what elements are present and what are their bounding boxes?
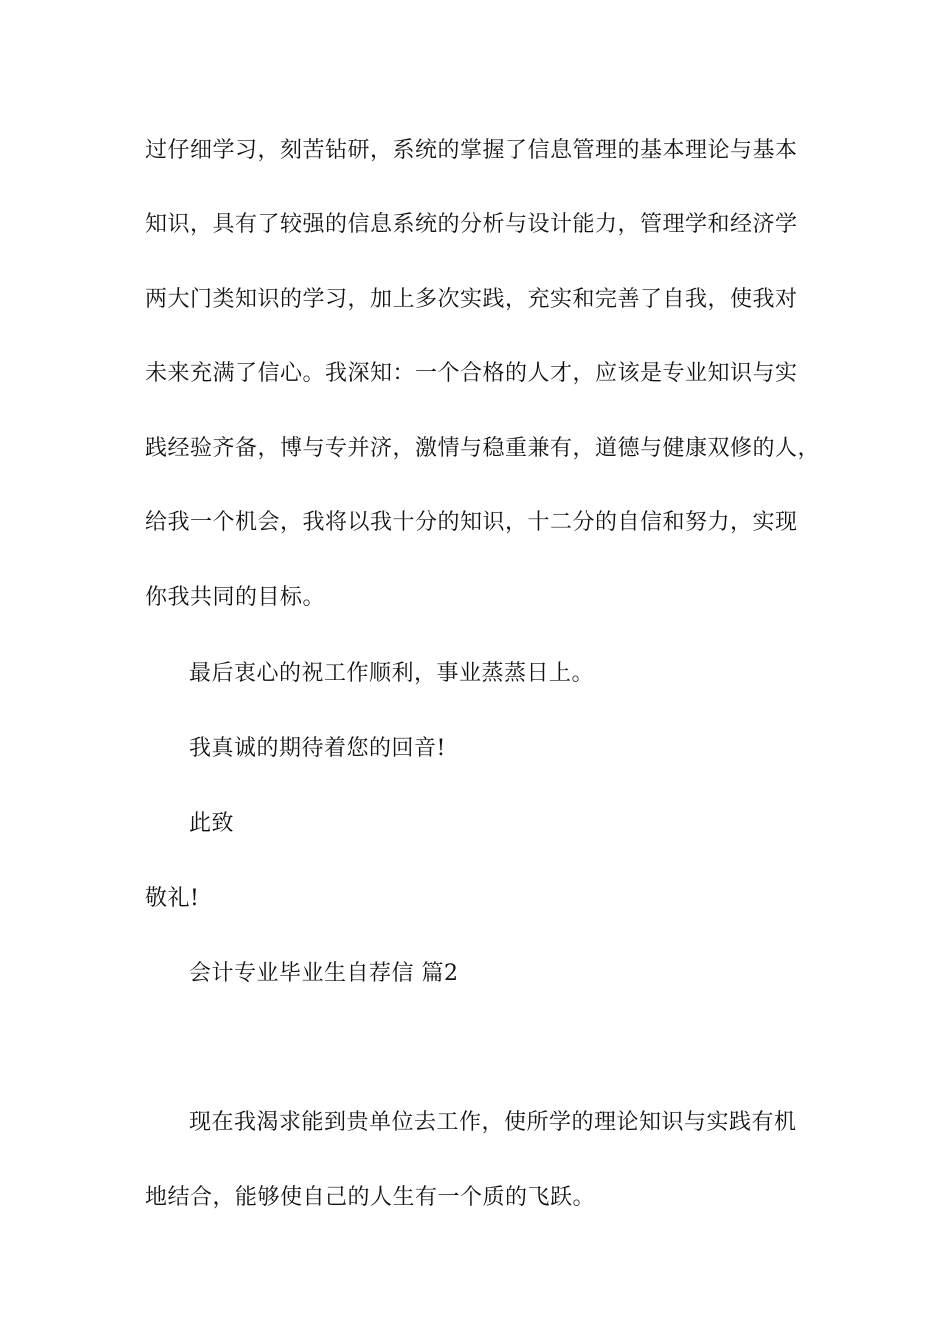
body-text-line: 知识，具有了较强的信息系统的分析与设计能力，管理学和经济学 — [145, 212, 798, 237]
body-text-line: 未来充满了信心。我深知：一个合格的人才，应该是专业知识与实 — [145, 361, 798, 386]
body-text-line: 两大门类知识的学习，加上多次实践，充实和完善了自我，使我对 — [145, 287, 798, 312]
closing-line: 此致 — [189, 811, 235, 836]
expect-line: 我真诚的期待着您的回音! — [189, 736, 446, 761]
section-title: 会计专业毕业生自荐信 篇2 — [189, 961, 459, 986]
body-text-line: 地结合，能够使自己的人生有一个质的飞跃。 — [145, 1185, 596, 1210]
body-text-line: 现在我渴求能到贵单位去工作，使所学的理论知识与实践有机 — [189, 1110, 797, 1135]
wish-line: 最后衷心的祝工作顺利，事业蒸蒸日上。 — [189, 661, 595, 686]
body-text-line: 践经验齐备，博与专并济，激情与稳重兼有，道德与健康双修的人， — [145, 436, 821, 461]
body-text-line: 过仔细学习，刻苦钻研，系统的掌握了信息管理的基本理论与基本 — [145, 138, 798, 163]
salute-line: 敬礼! — [145, 886, 200, 911]
body-text-line: 你我共同的目标。 — [145, 585, 326, 610]
body-text-line: 给我一个机会，我将以我十分的知识，十二分的自信和努力，实现 — [145, 510, 798, 535]
